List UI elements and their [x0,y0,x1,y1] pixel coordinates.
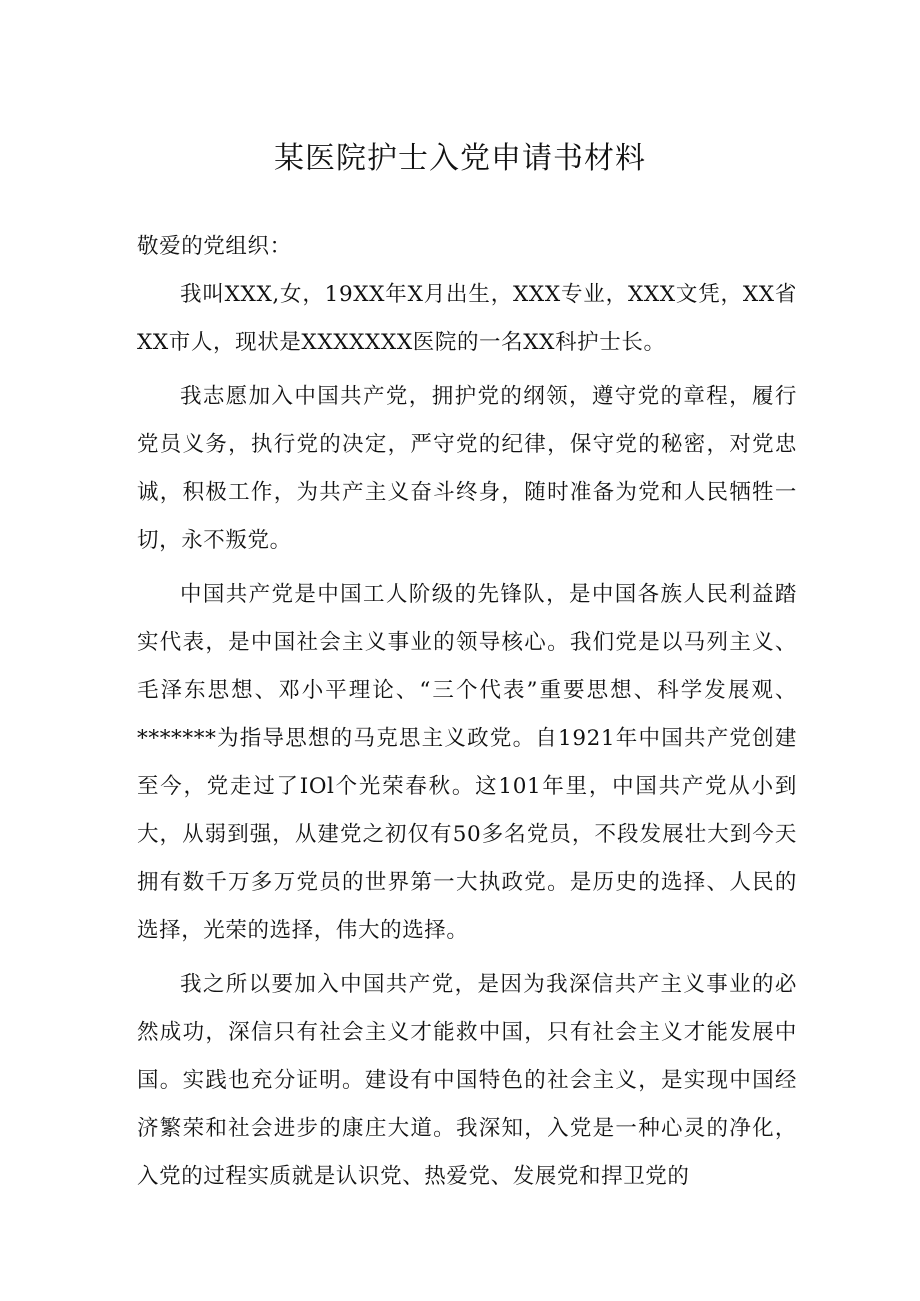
paragraph-motivation: 我之所以要加入中国共产党，是因为我深信共产主义事业的必然成功，深信只有社会主义才能救中国，只有社会主义才能发展中国。实践也充分证明。建设有中国特色的社会主义，是实现中国经济繁荣和社会进步的康庄大道。我深知，入党是一种心灵的净化，入党的过程实质就是认识党、热爱党、发展党和捍卫党的 [137,972,797,1189]
paragraph-personal-info: 我叫XXX,女，19XX年X月出生，XXX专业，XXX文凭，XX省XX市人，现状是XXXXXXX医院的一名XX科护士长。 [137,282,797,355]
paragraph-pledge: 我志愿加入中国共产党，拥护党的纲领，遵守党的章程，履行党员义务，执行党的决定，严守党的纪律，保守党的秘密，对党忠诚，积极工作，为共产主义奋斗终身，随时准备为党和人民牺牲一切，永不叛党。 [137,384,797,553]
salutation: 敬爱的党组织： [137,234,292,259]
document-title: 某医院护士入党申请书材料 [274,141,646,176]
document-body [137,223,797,1207]
paragraph-party-history: 中国共产党是中国工人阶级的先锋队，是中国各族人民利益踏实代表，是中国社会主义事业的领导核心。我们党是以马列主义、毛泽东思想、邓小平理论、“三个代表”重要思想、科学发展观、*******为指导思想的马克思主义政党。自1921年中国共产党创建至今，党走过了IOl个光荣春秋。这101年里，中国共产党从小到大，从弱到强，从建党之初仅有50多名党员，不段发展壮大到今天拥有数千万多万党员的世界第一大执政党。是历史的选择、人民的选择，光荣的选择，伟大的选择。 [137,582,797,943]
